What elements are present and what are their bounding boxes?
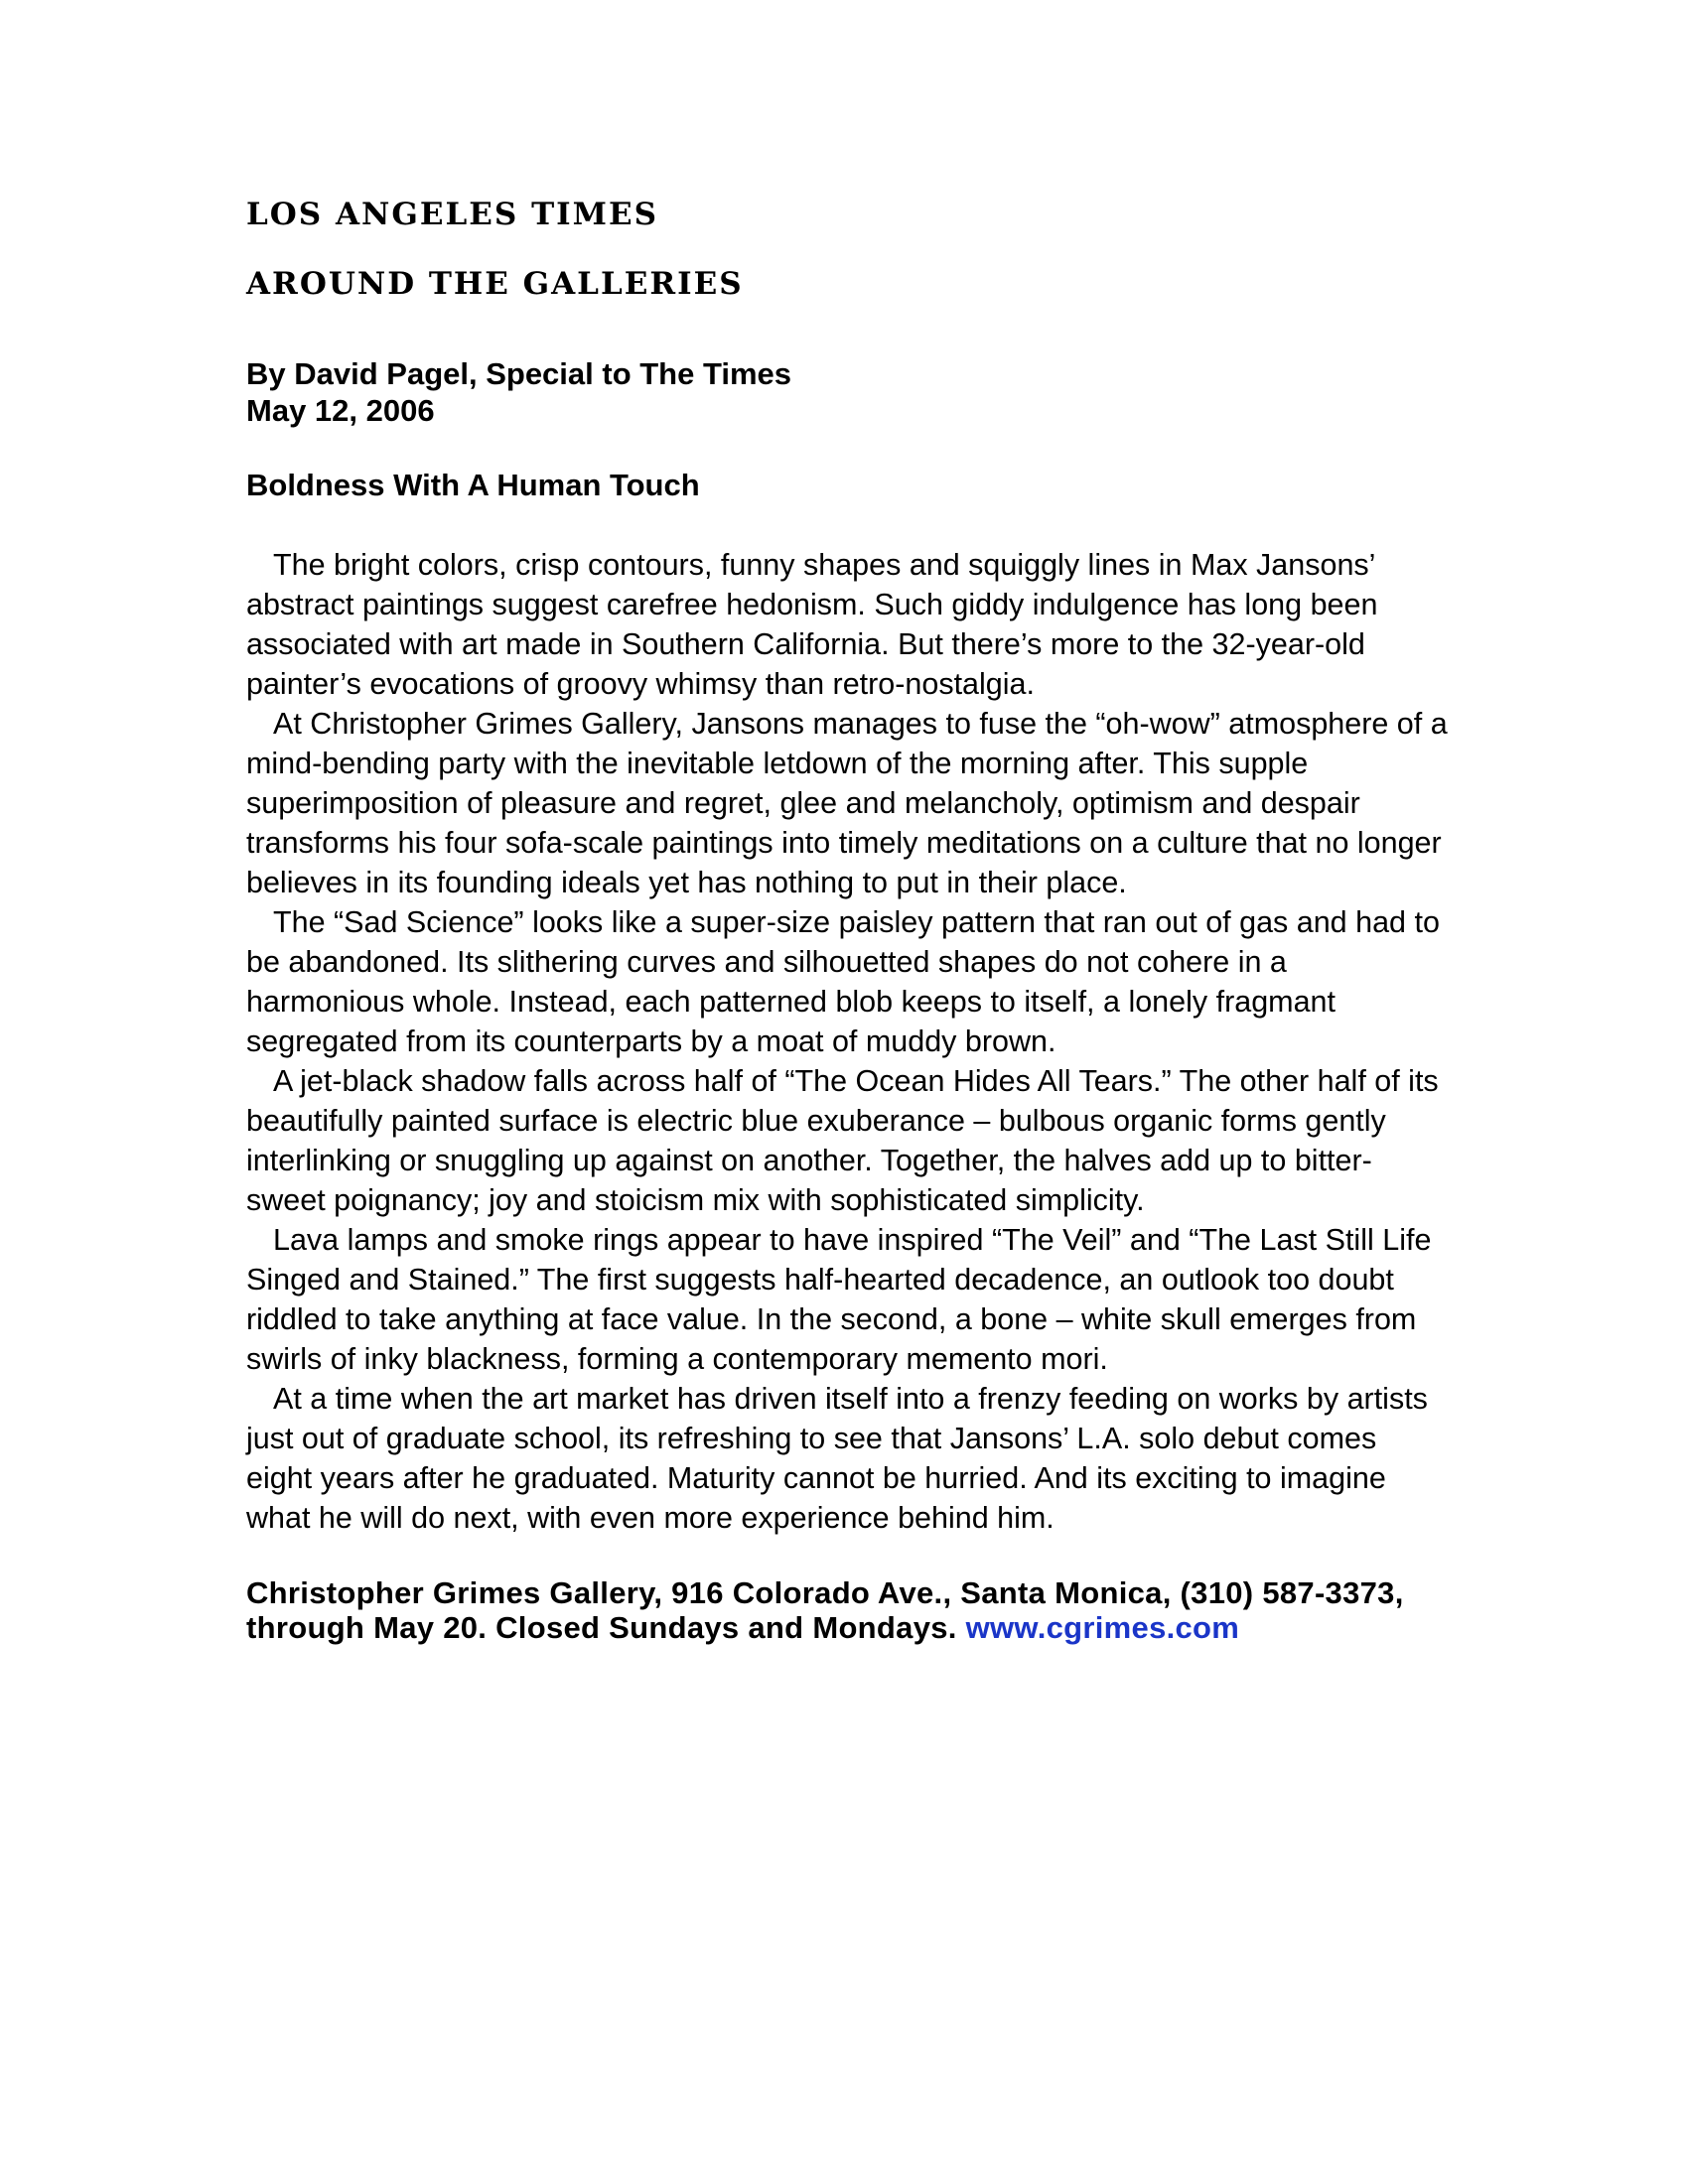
paragraph-1: The bright colors, crisp contours, funny shapes and squiggly lines in Max Jansons’ abstract paintings suggest carefree hedonism. Such giddy indulgence has long been associated with art made in Southern California. But there’s more to the 32-year-old painter’s evocations of groovy whimsy than retro-nostalgia. [246, 548, 1378, 701]
gallery-info-text: Christopher Grimes Gallery, 916 Colorado Ave., Santa Monica, (310) 587-3373, through May 20. Closed Sundays and Mondays. [246, 1575, 1404, 1645]
date-line: May 12, 2006 [246, 393, 435, 428]
paragraph-5: Lava lamps and smoke rings appear to have inspired “The Veil” and “The Last Still Life Singed and Stained.” The first suggests half-hearted decadence, an outlook too doubt riddled to take anything at face value. In the second, a bone – white skull emerges from swirls of inky blackness, forming a contemporary memento mori. [246, 1223, 1432, 1376]
gallery-info [246, 1575, 1450, 1645]
gallery-website-link[interactable]: www.cgrimes.com [965, 1610, 1240, 1645]
section-title: AROUND THE GALLERIES [246, 266, 744, 302]
paragraph-2: At Christopher Grimes Gallery, Jansons manages to fuse the “oh-wow” atmosphere of a mind-bending party with the inevitable letdown of the morning after. This supple superimposition of pleasure and regret, glee and melancholy, optimism and despair transforms his four sofa-scale paintings into timely meditations on a culture that no longer believes in its founding ideals yet has nothing to put in their place. [246, 707, 1448, 899]
article-headline: Boldness With A Human Touch [246, 468, 700, 502]
paragraph-4: A jet-black shadow falls across half of “The Ocean Hides All Tears.” The other half of its beautifully painted surface is electric blue exuberance – bulbous organic forms gently interlinking or snuggling up against on another. Together, the halves add up to bitter-sweet poignancy; joy and stoicism mix with sophisticated simplicity. [246, 1064, 1439, 1217]
paragraph-6: At a time when the art market has driven itself into a frenzy feeding on works by artists just out of graduate school, its refreshing to see that Jansons’ L.A. solo debut comes eight years after he graduated. Maturity cannot be hurried. And its exciting to imagine what he will do next, with even more experience behind him. [246, 1382, 1428, 1535]
publication-title: LOS ANGELES TIMES [246, 197, 658, 232]
article-page [246, 193, 1450, 1645]
paragraph-3: The “Sad Science” looks like a super-size paisley pattern that ran out of gas and had to be abandoned. Its slithering curves and silhouetted shapes do not cohere in a harmonious whole. Instead, each patterned blob keeps to itself, a lonely fragmant segregated from its counterparts by a moat of muddy brown. [246, 905, 1440, 1058]
byline [246, 355, 1450, 429]
article-body [246, 545, 1450, 1538]
author-line: By David Pagel, Special to The Times [246, 356, 792, 391]
